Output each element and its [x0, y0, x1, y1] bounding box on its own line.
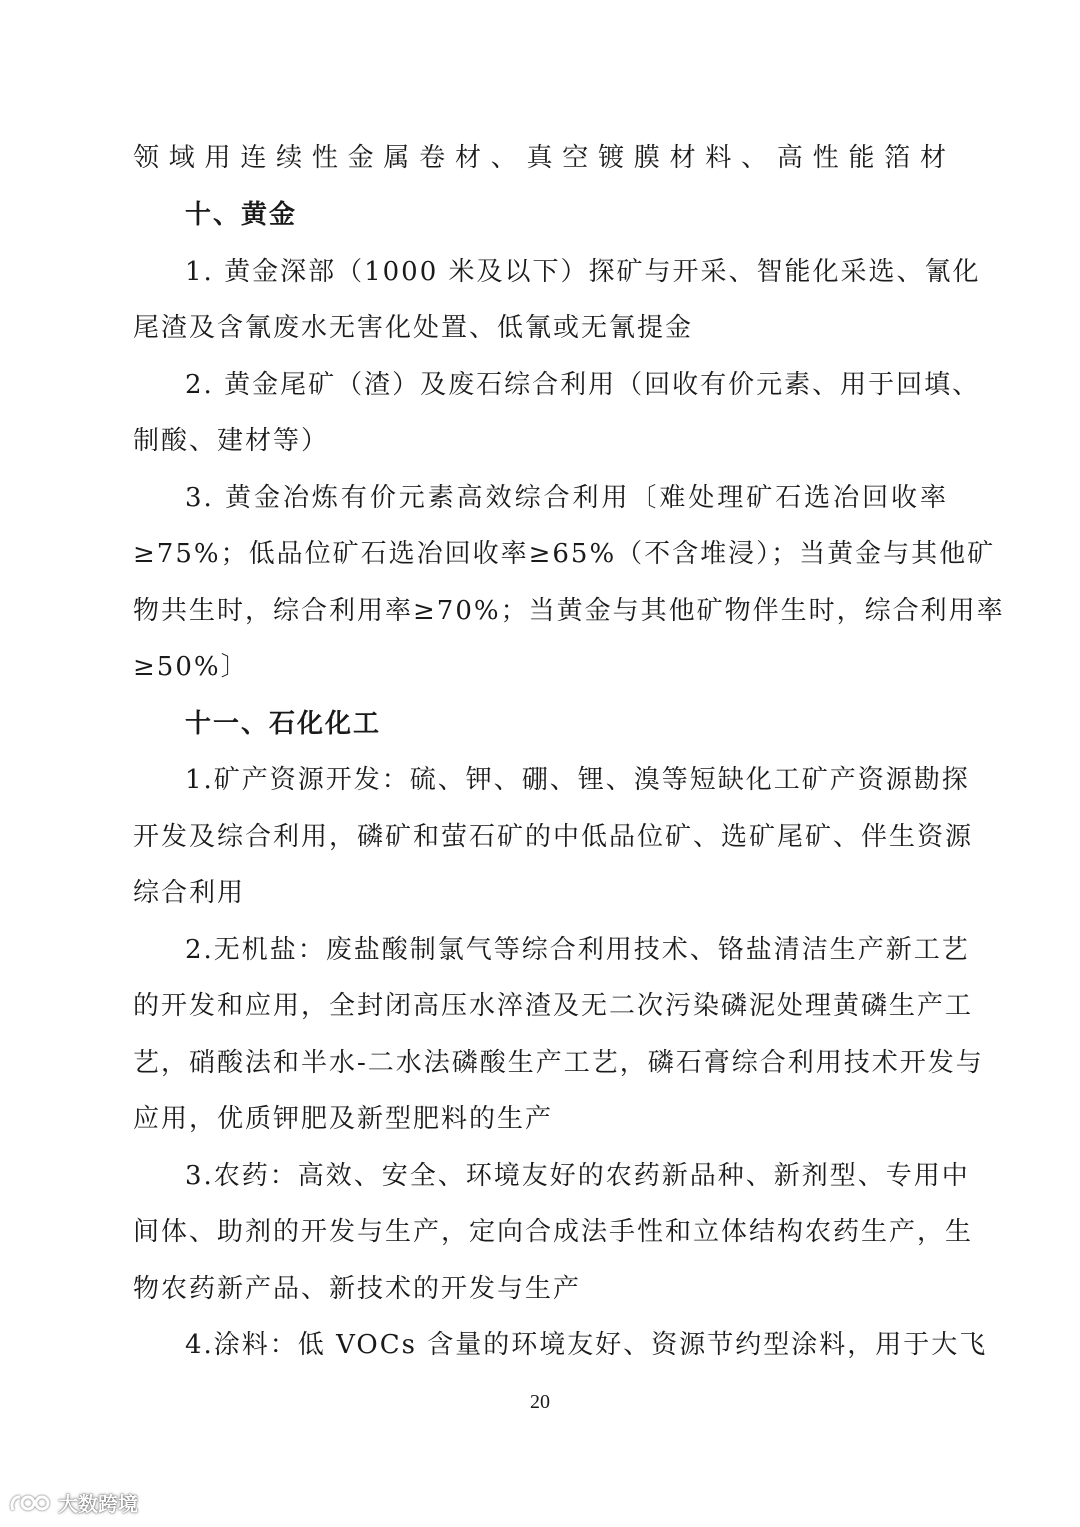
- text-line: 制酸、建材等）: [133, 426, 330, 456]
- text-line: 4.涂料：低 VOCs 含量的环境友好、资源节约型涂料，用于大飞: [185, 1330, 988, 1360]
- text-line: 领域用连续性金属卷材、真空镀膜材料、高性能箔材: [133, 143, 948, 173]
- text-line: 开发及综合利用，磷矿和萤石矿的中低品位矿、选矿尾矿、伴生资源: [133, 822, 974, 852]
- text-line: 1.矿产资源开发：硫、钾、硼、锂、溴等短缺化工矿产资源勘探: [185, 765, 970, 795]
- text-line: ≥50%〕: [133, 652, 249, 682]
- text-line: 尾渣及含氰废水无害化处置、低氰或无氰提金: [133, 313, 694, 343]
- text-line: 3.农药：高效、安全、环境友好的农药新品种、新剂型、专用中: [185, 1161, 970, 1191]
- text-line: 3. 黄金冶炼有价元素高效综合利用〔难处理矿石选冶回收率: [185, 483, 948, 513]
- watermark-text: 大数跨境: [58, 1492, 138, 1516]
- section-heading-petrochemical: 十一、石化化工: [185, 709, 382, 739]
- text-line: 综合利用: [133, 878, 246, 908]
- text-line: 应用，优质钾肥及新型肥料的生产: [133, 1104, 554, 1134]
- text-line: 2. 黄金尾矿（渣）及废石综合利用（回收有价元素、用于回填、: [185, 370, 981, 400]
- text-line: 2.无机盐：废盐酸制氯气等综合利用技术、铬盐清洁生产新工艺: [185, 935, 970, 965]
- text-line: 艺，硝酸法和半水-二水法磷酸生产工艺，磷石膏综合利用技术开发与: [133, 1048, 984, 1078]
- text-line: 1. 黄金深部（1000 米及以下）探矿与开采、智能化采选、氰化: [185, 257, 981, 287]
- text-line: 物共生时，综合利用率≥70%；当黄金与其他矿物伴生时，综合利用率: [133, 596, 1005, 626]
- page-number: 20: [530, 1391, 550, 1413]
- text-line: 间体、助剂的开发与生产，定向合成法手性和立体结构农药生产，生: [133, 1217, 974, 1247]
- text-line: 物农药新产品、新技术的开发与生产: [133, 1274, 582, 1304]
- watermark-logo-icon: [8, 1490, 52, 1516]
- text-line: 的开发和应用，全封闭高压水淬渣及无二次污染磷泥处理黄磷生产工: [133, 991, 974, 1021]
- watermark: [8, 1488, 138, 1517]
- section-heading-gold: 十、黄金: [185, 200, 298, 230]
- text-line: ≥75%；低品位矿石选冶回收率≥65%（不含堆浸）；当黄金与其他矿: [133, 539, 996, 569]
